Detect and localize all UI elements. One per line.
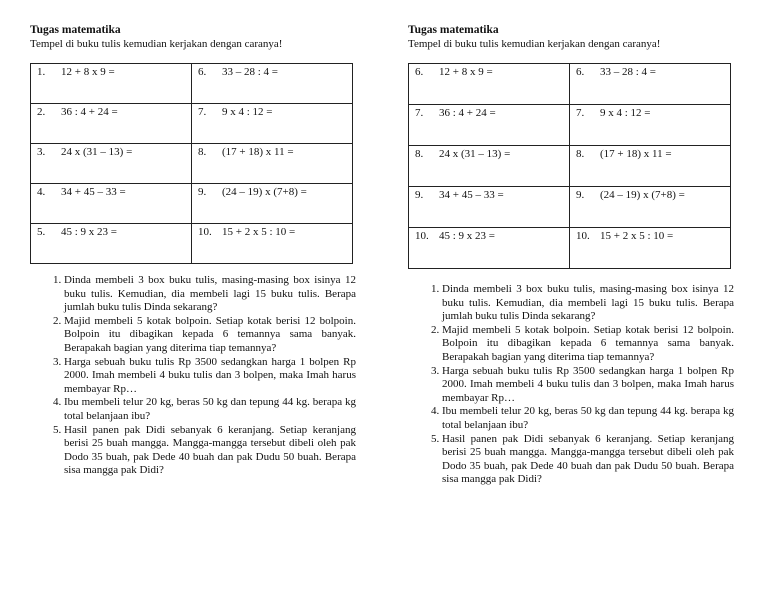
exercise-number: 10. — [415, 230, 429, 242]
exercise-expression: 15 + 2 x 5 : 10 = — [222, 226, 296, 238]
list-item: 2. Majid membeli 5 kotak bolpoin. Setiap kotak berisi 12 bolpoin. Bolpoin itu dibagikan kepada 6 temannya sama banyak. Berapakah bagian yang diterima tiap temannya? — [442, 324, 734, 365]
worksheet-right — [408, 24, 734, 487]
exercise-expression: 36 : 4 + 24 = — [61, 106, 118, 118]
word-problem-list — [30, 274, 356, 478]
worksheet-title: Tugas matematika — [408, 24, 499, 36]
exercise-number: 4. — [37, 186, 46, 198]
exercise-table — [30, 63, 353, 264]
exercise-table — [408, 63, 731, 269]
list-item: 4. Ibu membeli telur 20 kg, beras 50 kg dan tepung 44 kg. berapa kg total belanjaan ibu? — [64, 396, 356, 423]
exercise-cell — [31, 104, 192, 144]
exercise-expression: (17 + 18) x 11 = — [222, 146, 294, 158]
exercise-cell — [409, 105, 570, 146]
list-item: 3. Harga sebuah buku tulis Rp 3500 sedangkan harga 1 bolpen Rp 2000. Imah membeli 4 buku tulis dan 3 bolpen, maka Imah harus membayar Rp… — [442, 365, 734, 406]
exercise-number: 8. — [415, 148, 424, 160]
exercise-cell — [570, 228, 731, 269]
exercise-number: 7. — [198, 106, 207, 118]
exercise-number: 10. — [198, 226, 212, 238]
exercise-number: 1. — [37, 66, 46, 78]
exercise-number: 7. — [576, 107, 585, 119]
exercise-expression: 9 x 4 : 12 = — [600, 107, 651, 119]
word-problem-list — [408, 283, 734, 487]
table-row — [409, 64, 731, 105]
table-row — [409, 187, 731, 228]
exercise-number: 9. — [415, 189, 424, 201]
exercise-expression: 45 : 9 x 23 = — [61, 226, 118, 238]
exercise-number: 5. — [37, 226, 46, 238]
exercise-cell — [409, 228, 570, 269]
list-item: 4. Ibu membeli telur 20 kg, beras 50 kg dan tepung 44 kg. berapa kg total belanjaan ibu? — [442, 405, 734, 432]
exercise-expression: 24 x (31 – 13) = — [61, 146, 133, 158]
exercise-number: 9. — [198, 186, 207, 198]
worksheet-instruction: Tempel di buku tulis kemudian kerjakan dengan caranya! — [30, 38, 283, 50]
exercise-expression: 36 : 4 + 24 = — [439, 107, 496, 119]
exercise-cell — [192, 64, 353, 104]
list-item: 5. Hasil panen pak Didi sebanyak 6 keranjang. Setiap keranjang berisi 25 buah mangga. Mangga-mangga tersebut dibeli oleh pak Dodo 35 buah, pak Dede 40 buah dan pak Dudu 50 buah. Berapa sisa mangga pak Didi? — [442, 433, 734, 487]
table-row — [31, 104, 353, 144]
exercise-expression: (24 – 19) x (7+8) = — [222, 186, 307, 198]
exercise-number: 6. — [415, 66, 424, 78]
table-row — [409, 105, 731, 146]
exercise-cell — [570, 64, 731, 105]
table-row — [31, 64, 353, 104]
exercise-expression: 9 x 4 : 12 = — [222, 106, 273, 118]
exercise-number: 8. — [198, 146, 207, 158]
exercise-cell — [31, 144, 192, 184]
list-item: 5. Hasil panen pak Didi sebanyak 6 keranjang. Setiap keranjang berisi 25 buah mangga. Mangga-mangga tersebut dibeli oleh pak Dodo 35 buah, pak Dede 40 buah dan pak Dudu 50 buah. Berapa sisa mangga pak Didi? — [64, 424, 356, 478]
list-item: 3. Harga sebuah buku tulis Rp 3500 sedangkan harga 1 bolpen Rp 2000. Imah membeli 4 buku tulis dan 3 bolpen, maka Imah harus membayar Rp… — [64, 356, 356, 397]
exercise-expression: 33 – 28 : 4 = — [600, 66, 657, 78]
exercise-number: 9. — [576, 189, 585, 201]
worksheet-instruction: Tempel di buku tulis kemudian kerjakan dengan caranya! — [408, 38, 661, 50]
exercise-expression: 34 + 45 – 33 = — [439, 189, 504, 201]
exercise-cell — [192, 184, 353, 224]
exercise-cell — [570, 146, 731, 187]
exercise-cell — [409, 64, 570, 105]
worksheet-left — [30, 24, 356, 478]
exercise-expression: 33 – 28 : 4 = — [222, 66, 279, 78]
exercise-expression: 15 + 2 x 5 : 10 = — [600, 230, 674, 242]
exercise-number: 8. — [576, 148, 585, 160]
table-row — [31, 144, 353, 184]
exercise-number: 10. — [576, 230, 590, 242]
exercise-expression: (17 + 18) x 11 = — [600, 148, 672, 160]
exercise-cell — [409, 187, 570, 228]
exercise-number: 7. — [415, 107, 424, 119]
exercise-cell — [192, 144, 353, 184]
exercise-number: 6. — [576, 66, 585, 78]
exercise-expression: 24 x (31 – 13) = — [439, 148, 511, 160]
exercise-cell — [409, 146, 570, 187]
exercise-number: 3. — [37, 146, 46, 158]
worksheet-title: Tugas matematika — [30, 24, 121, 36]
exercise-cell — [192, 104, 353, 144]
list-item: 1. Dinda membeli 3 box buku tulis, masing-masing box isinya 12 buku tulis. Kemudian, dia membeli lagi 15 buku tulis. Berapa jumlah buku tulis Dinda sekarang? — [442, 283, 734, 324]
exercise-cell — [570, 105, 731, 146]
exercise-number: 2. — [37, 106, 46, 118]
exercise-cell — [31, 184, 192, 224]
table-row — [409, 146, 731, 187]
list-item: 2. Majid membeli 5 kotak bolpoin. Setiap kotak berisi 12 bolpoin. Bolpoin itu dibagikan kepada 6 temannya sama banyak. Berapakah bagian yang diterima tiap temannya? — [64, 315, 356, 356]
exercise-cell — [31, 64, 192, 104]
exercise-expression: 12 + 8 x 9 = — [439, 66, 493, 78]
exercise-cell — [31, 224, 192, 264]
exercise-expression: (24 – 19) x (7+8) = — [600, 189, 685, 201]
exercise-number: 6. — [198, 66, 207, 78]
exercise-cell — [570, 187, 731, 228]
table-row — [31, 224, 353, 264]
exercise-cell — [192, 224, 353, 264]
list-item: 1. Dinda membeli 3 box buku tulis, masing-masing box isinya 12 buku tulis. Kemudian, dia membeli lagi 15 buku tulis. Berapa jumlah buku tulis Dinda sekarang? — [64, 274, 356, 315]
table-row — [409, 228, 731, 269]
exercise-expression: 12 + 8 x 9 = — [61, 66, 115, 78]
exercise-expression: 45 : 9 x 23 = — [439, 230, 496, 242]
exercise-expression: 34 + 45 – 33 = — [61, 186, 126, 198]
table-row — [31, 184, 353, 224]
